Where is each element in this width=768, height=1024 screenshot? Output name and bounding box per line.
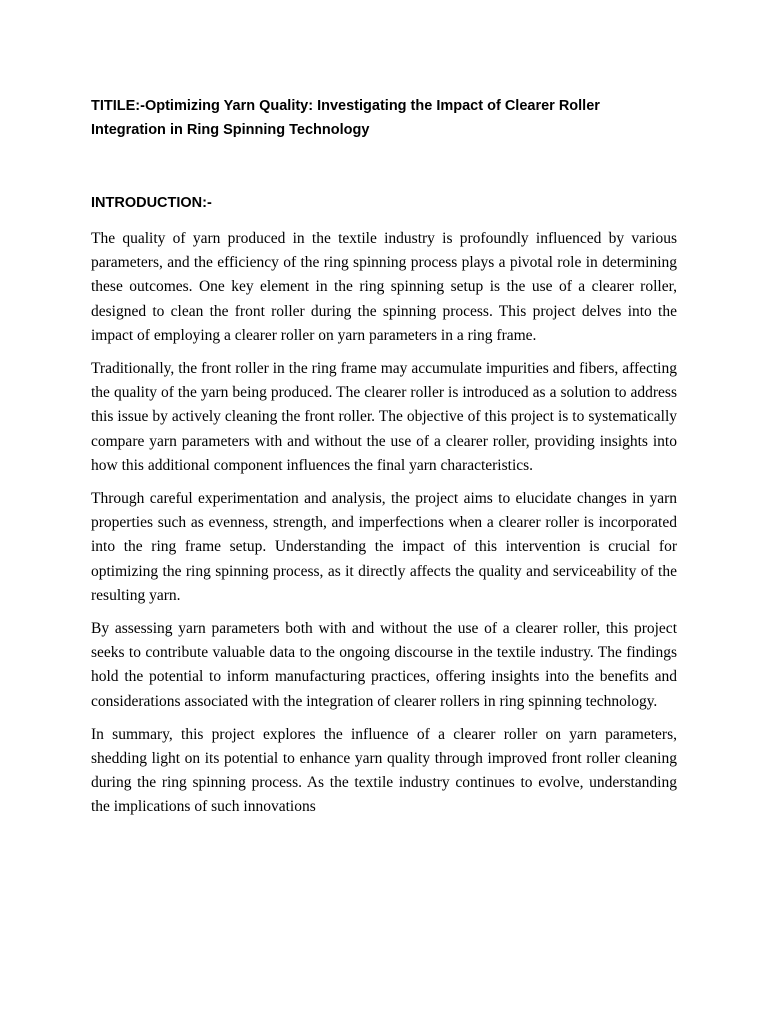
document-title: TITILE:-Optimizing Yarn Quality: Investigating the Impact of Clearer Roller Integration in Ring Spinning Technology xyxy=(91,98,600,138)
paragraph-5: In summary, this project explores the influence of a clearer roller on yarn parameters, shedding light on its potential to enhance yarn quality through improved front roller cleaning during the ring spinning process. As the textile industry continues to evolve, understanding the implications of such innovations xyxy=(91,725,677,816)
paragraph-3: Through careful experimentation and analysis, the project aims to elucidate changes in yarn properties such as evenness, strength, and imperfections when a clearer roller is incorporated into the ring frame setup. Understanding the impact of this intervention is crucial for optimizing the ring spinning process, as it directly affects the quality and serviceability of the resulting yarn. xyxy=(91,490,677,604)
section-heading-introduction: INTRODUCTION:- xyxy=(91,195,212,211)
paragraph-1: The quality of yarn produced in the textile industry is profoundly influenced by various parameters, and the efficiency of the ring spinning process plays a pivotal role in determining these outcomes. One key element in the ring spinning setup is the use of a clearer roller, designed to clean the front roller during the spinning process. This project delves into the impact of employing a clearer roller on yarn parameters in a ring frame. xyxy=(91,230,677,344)
paragraph-2: Traditionally, the front roller in the ring frame may accumulate impurities and fibers, affecting the quality of the yarn being produced. The clearer roller is introduced as a solution to address this issue by actively cleaning the front roller. The objective of this project is to systematically compare yarn parameters with and without the use of a clearer roller, providing insights into how this additional component influences the final yarn characteristics. xyxy=(91,360,677,474)
document-body xyxy=(91,94,677,829)
paragraph-4: By assessing yarn parameters both with and without the use of a clearer roller, this project seeks to contribute valuable data to the ongoing discourse in the textile industry. The findings hold the potential to inform manufacturing practices, offering insights into the benefits and considerations associated with the integration of clearer rollers in ring spinning technology. xyxy=(91,620,677,710)
